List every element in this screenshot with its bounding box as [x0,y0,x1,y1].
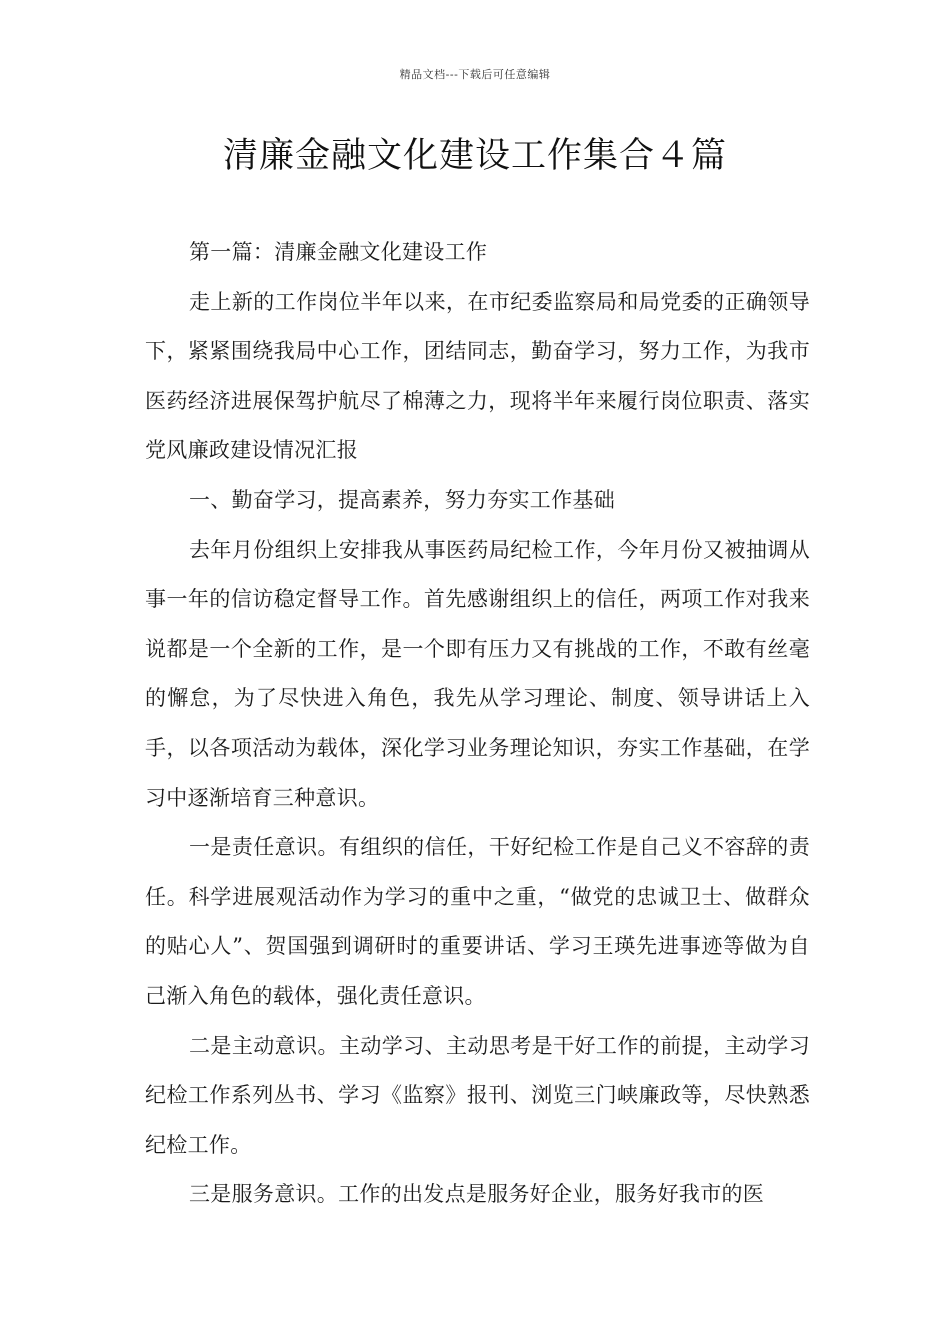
paragraph: 走上新的工作岗位半年以来，在市纪委监察局和局党委的正确领导下，紧紧围绕我局中心工作，团结同志，勤奋学习，努力工作，为我市医药经济进展保驾护航尽了棉薄之力，现将半年来履行岗位职责、落实党风廉政建设情况汇报 [145,289,810,463]
paragraph: 去年月份组织上安排我从事医药局纪检工作，今年月份又被抽调从事一年的信访稳定督导工作。首先感谢组织上的信任，两项工作对我来说都是一个全新的工作，是一个即有压力又有挑战的工作，不敢有丝毫的懈怠，为了尽快进入角色，我先从学习理论、制度、领导讲话上入手，以各项活动为载体，深化学习业务理论知识，夯实工作基础，在学习中逐渐培育三种意识。 [145,537,810,810]
paragraph: 一是责任意识。有组织的信任，干好纪检工作是自己义不容辞的责任。科学进展观活动作为学习的重中之重，“做党的忠诚卫士、做群众的贴心人”、贺国强到调研时的重要讲话、学习王瑛先进事迹等做为自己渐入角色的载体，强化责任意识。 [145,835,810,1008]
document-body [145,228,810,1220]
header-note: 精品文档---下载后可任意编辑 [399,68,551,81]
document-title: 清廉金融文化建设工作集合４篇 [222,136,727,176]
paragraph: 二是主动意识。主动学习、主动思考是干好工作的前提，主动学习纪检工作系列丛书、学习《监察》报刊、浏览三门峡廉政等，尽快熟悉纪检工作。 [145,1033,810,1157]
paragraph: 三是服务意识。工作的出发点是服务好企业，服务好我市的医 [189,1182,765,1207]
subsection-heading-1: 一、勤奋学习，提高素养，努力夯实工作基础 [189,487,615,512]
section-heading-1: 第一篇：清廉金融文化建设工作 [189,240,488,264]
